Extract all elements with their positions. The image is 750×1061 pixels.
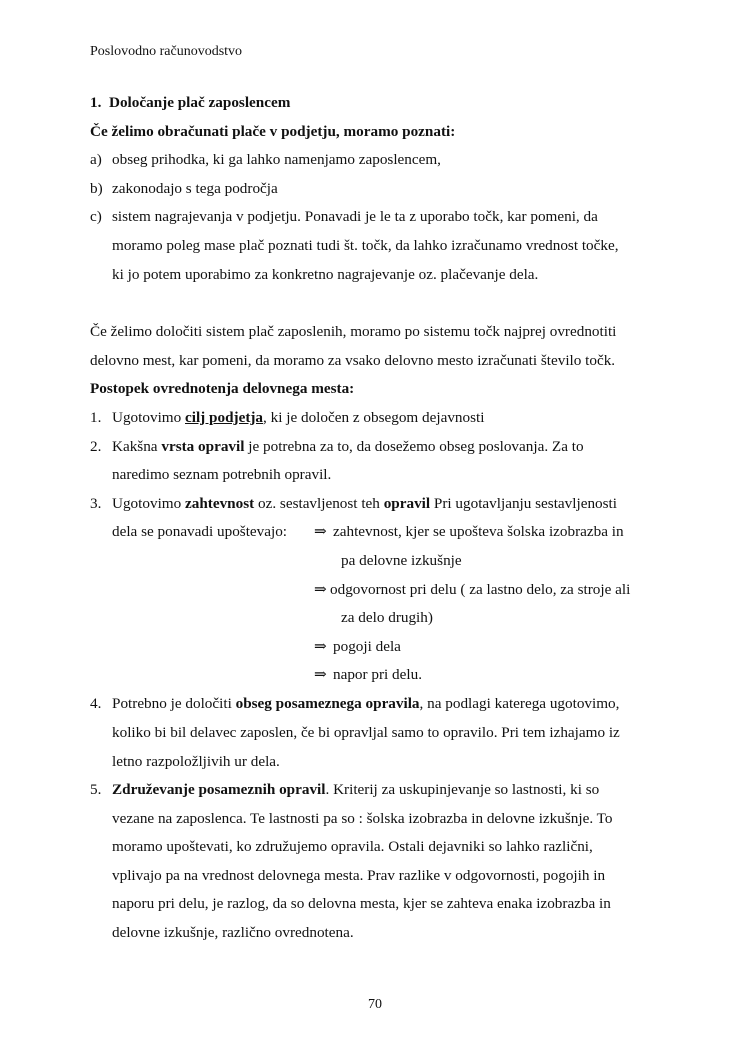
section-heading-text: Določanje plač zaposlencem [108,94,291,111]
step-text-line: delovne izkušnje, različno ovrednotena. [112,924,354,942]
factor-lead: dela se ponavadi upoštevajo: [112,523,288,541]
step-text-line: naporu pri delu, je razlog, da so delovna mesta, kjer se zahteva enaka izobrazba in [112,895,611,913]
procedure-step-5 [90,776,670,948]
step-text: Ugotovimo cilj podjetja, ki je določen z obsegom dejavnosti [112,408,485,426]
list-text: zakonodajo s tega področja [112,179,278,197]
list-item-c [90,203,670,289]
list-item-b [90,175,670,204]
procedure-step-1 [90,404,670,433]
factor-text: pogoji dela [333,637,401,655]
step-text-line: vplivajo pa na vrednost delovnega mesta. Prav razlike v odgovornosti, pogojih in [112,866,606,884]
step-number: 2. [90,437,102,455]
procedure-step-3 [90,490,670,691]
procedure-step-4 [90,690,670,776]
list-item-a [90,146,670,175]
list-text-line: ki jo potem uporabimo za konkretno nagrajevanje oz. plačevanje dela. [112,265,539,283]
factor-text: napor pri delu. [333,666,422,684]
step-number: 4. [90,695,102,713]
running-header: Poslovodno računovodstvo [90,44,243,59]
step-keyword: zahtevnost [185,494,255,512]
factor-text: odgovornost pri delu ( za lastno delo, za stroje ali [330,580,631,598]
paragraph-line: delovno mest, kar pomeni, da moramo za vsako delovno mesto izračunati število točk. [90,351,616,369]
step-keyword: obseg posameznega opravila [235,695,420,713]
step-keyword: Združevanje posameznih opravil [112,781,326,799]
section-heading [90,89,670,118]
list-text-line: moramo poleg mase plač poznati tudi št. točk, da lahko izračunamo vrednost točke, [112,236,619,254]
implies-arrow-icon: ⇒ [314,637,327,655]
factor-list: dela se ponavadi upoštevajo: ⇒ zahtevnost, kjer se upošteva šolska izobrazba in pa delovne izkušnje ⇒ odgovornost pri delu ( za lastno delo, za stroje ali za delo drugih) ⇒ pogoji dela ⇒ napor pri delu. [90,518,670,690]
factor-text: zahtevnost, kjer se upošteva šolska izobrazba in [333,523,624,541]
paragraph-line: Če želimo določiti sistem plač zaposlenih, moramo po sistemu točk najprej ovrednotiti [90,323,617,341]
step-text: Ugotovimo zahtevnost oz. sestavljenost teh opravil Pri ugotavljanju sestavljenosti [112,494,617,512]
page-content [90,89,670,948]
section-intro: Če želimo obračunati plače v podjetju, moramo poznati: [90,122,456,140]
step-text-line: koliko bi bil delavec zaposlen, če bi opravljal samo to opravilo. Pri tem izhajamo iz [112,723,620,741]
implies-arrow-icon: ⇒ [314,580,327,598]
step-number: 1. [90,408,102,426]
list-text-line: sistem nagrajevanja v podjetju. Ponavadi je le ta z uporabo točk, kar pomeni, da [112,208,598,226]
step-keyword: cilj podjetja [185,408,264,426]
procedure-step-2 [90,433,670,490]
step-text: Potrebno je določiti obseg posameznega opravila, na podlagi katerega ugotovimo, [112,695,620,713]
step-keyword: opravil [383,494,431,512]
page-number: 70 [368,997,382,1012]
list-text: obseg prihodka, ki ga lahko namenjamo zaposlencem, [112,151,441,169]
implies-arrow-icon: ⇒ [314,523,327,541]
procedure-title: Postopek ovrednotenja delovnega mesta: [90,380,355,398]
step-text-line: vezane na zaposlenca. Te lastnosti pa so : šolska izobrazba in delovne izkušnje. To [112,809,613,827]
step-text-line: letno razpoložljivih ur dela. [112,752,280,770]
step-text: Združevanje posameznih opravil. Kriterij za uskupinjevanje so lastnosti, ki so [112,781,600,799]
step-number: 5. [90,781,102,799]
step-keyword: vrsta opravil [161,437,245,455]
list-label: b) [90,179,103,197]
implies-arrow-icon: ⇒ [314,666,327,684]
section-heading-number: 1. [90,94,102,111]
list-label: c) [90,208,102,226]
step-number: 3. [90,494,102,512]
list-label: a) [90,151,102,169]
step-text-line: moramo upoštevati, ko združujemo opravila. Ostali dejavniki so lahko različni, [112,838,593,856]
step-text: Kakšna vrsta opravil je potrebna za to, da dosežemo obseg poslovanja. Za to [112,437,584,455]
step-text-line: naredimo seznam potrebnih opravil. [112,466,332,484]
